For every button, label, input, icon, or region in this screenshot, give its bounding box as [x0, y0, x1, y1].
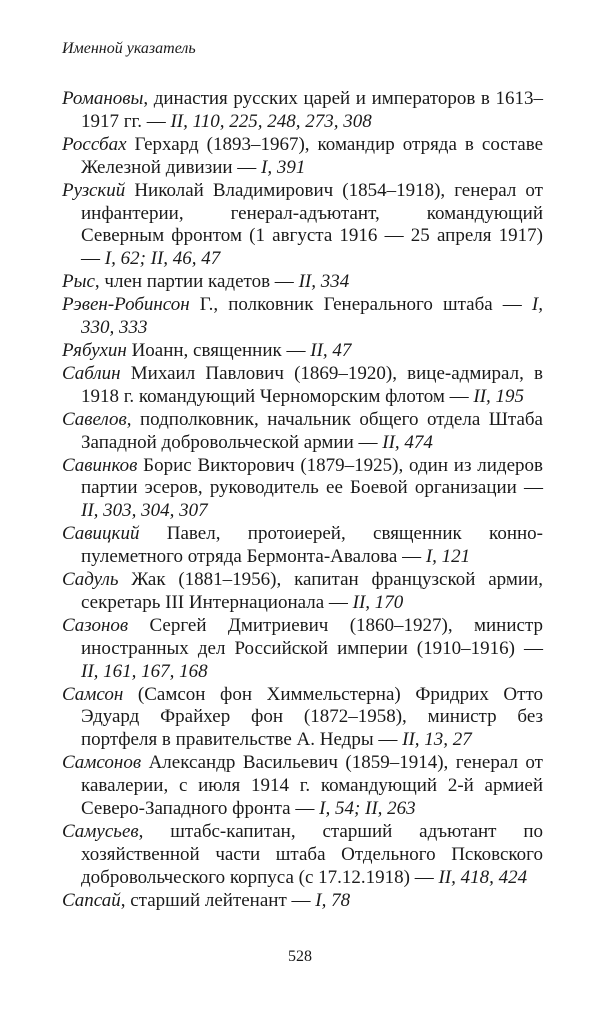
entry-text: Михаил Павлович (1869–1920), вице-адмирал, в 1918 г. командующий Черноморским флотом — — [81, 362, 543, 407]
index-entry — [62, 409, 543, 455]
index-entry — [62, 684, 543, 753]
entry-refs: II, 303, 304, 307 — [81, 500, 208, 522]
entry-text: Иоанн, священник — — [126, 339, 311, 361]
entry-text: Александр Васильевич (1859–1914), генерал от кавалерии, с июля 1914 г. командующий 2-й армией Северо-Западного фронта — — [81, 752, 543, 820]
index-entry — [62, 88, 543, 134]
index-entry — [62, 821, 543, 890]
index-entry — [62, 890, 543, 913]
entry-name: Рыс — [62, 271, 95, 293]
entry-name: Савелов — [62, 408, 127, 430]
index-entry — [62, 752, 543, 821]
entry-name: Россбах — [62, 133, 127, 155]
entry-name: Самсон — [62, 683, 124, 705]
entry-name: Савицкий — [62, 523, 140, 545]
entry-name: Самусьев — [62, 821, 139, 842]
entry-text: , член партии кадетов — — [94, 271, 299, 293]
entry-text: Герхард (1893–1967), командир отряда в составе Железной дивизии — — [81, 133, 543, 178]
entry-name: Рябухин — [62, 339, 127, 361]
entry-name: Романовы — [62, 88, 144, 109]
index-entry — [62, 363, 543, 409]
index-entry — [62, 615, 543, 684]
entry-refs: II, 110, 225, 248, 273, 308 — [170, 110, 372, 132]
entry-refs: I, 330, 333 — [81, 294, 543, 339]
entry-refs: II, 47 — [310, 339, 352, 361]
index-entry — [62, 340, 543, 363]
entry-text: , династия русских царей и императоров в 1613–1917 гг. — — [81, 88, 543, 132]
entry-refs: II, 474 — [382, 431, 433, 453]
entry-refs: II, 161, 167, 168 — [81, 660, 208, 682]
entry-refs: I, 54; II, 263 — [319, 798, 416, 820]
index-entry — [62, 271, 543, 294]
entry-name: Саблин — [62, 362, 121, 384]
entry-refs: II, 418, 424 — [438, 866, 528, 888]
entry-refs: II, 334 — [298, 271, 350, 293]
entry-text: Николай Владимирович (1854–1918), генерал от инфантерии, генерал-адъютант, командующий Северным фронтом (1 августа 1916 — 25 апреля 1917) — — [81, 179, 543, 270]
entry-name: Савинков — [62, 454, 138, 476]
entry-name: Сапсай — [62, 889, 121, 911]
entry-refs: I, 391 — [261, 156, 306, 178]
index-entry — [62, 180, 543, 272]
running-head: Именной указатель — [62, 40, 196, 57]
entry-text: Г., полковник Генерального штаба — — [189, 294, 532, 316]
entry-refs: I, 121 — [425, 546, 471, 568]
index-entry — [62, 455, 543, 524]
index-entry — [62, 294, 543, 340]
entry-text: Павел, протоиерей, священник конно-пулеметного отряда Бермонта-Авалова — — [81, 523, 543, 568]
entry-refs: II, 170 — [352, 591, 404, 613]
entry-name: Рэвен-Робинсон — [62, 294, 190, 316]
entry-name: Самсонов — [62, 752, 142, 774]
entry-name: Сазонов — [62, 614, 129, 636]
entry-refs: II, 195 — [473, 385, 525, 407]
entry-name: Садуль — [62, 569, 119, 591]
entry-text: (Самсон фон Химмельстерна) Фридрих Отто Эдуард Фрайхер фон (1872–1958), министр без портфеля в правительстве А. Недры — — [81, 683, 543, 751]
index-entry — [62, 134, 543, 180]
entry-text: , подполковник, начальник общего отдела Штаба Западной добровольческой армии — — [81, 408, 543, 453]
entry-text: Жак (1881–1956), капитан французской армии, секретарь III Интернационала — — [81, 569, 543, 613]
page-number: 528 — [288, 948, 312, 965]
entry-text: , штабс-капитан, старший адъютант по хозяйственной части штаба Отдельного Псковского добровольческого корпуса (с 17.12.1918) — — [81, 821, 543, 888]
entry-text: Сергей Дмитриевич (1860–1927), министр иностранных дел Российской империи (1910–1916) — — [81, 614, 543, 659]
index-entry — [62, 523, 543, 569]
name-index — [62, 88, 543, 913]
entry-name: Рузский — [62, 179, 126, 201]
entry-refs: I, 78 — [315, 889, 351, 911]
entry-text: , старший лейтенант — — [120, 889, 316, 911]
entry-text: Борис Викторович (1879–1925), один из лидеров партии эсеров, руководитель ее Боевой организации — — [81, 454, 543, 499]
entry-refs: II, 13, 27 — [402, 729, 472, 751]
entry-refs: I, 62; II, 46, 47 — [104, 248, 221, 270]
index-entry — [62, 569, 543, 615]
